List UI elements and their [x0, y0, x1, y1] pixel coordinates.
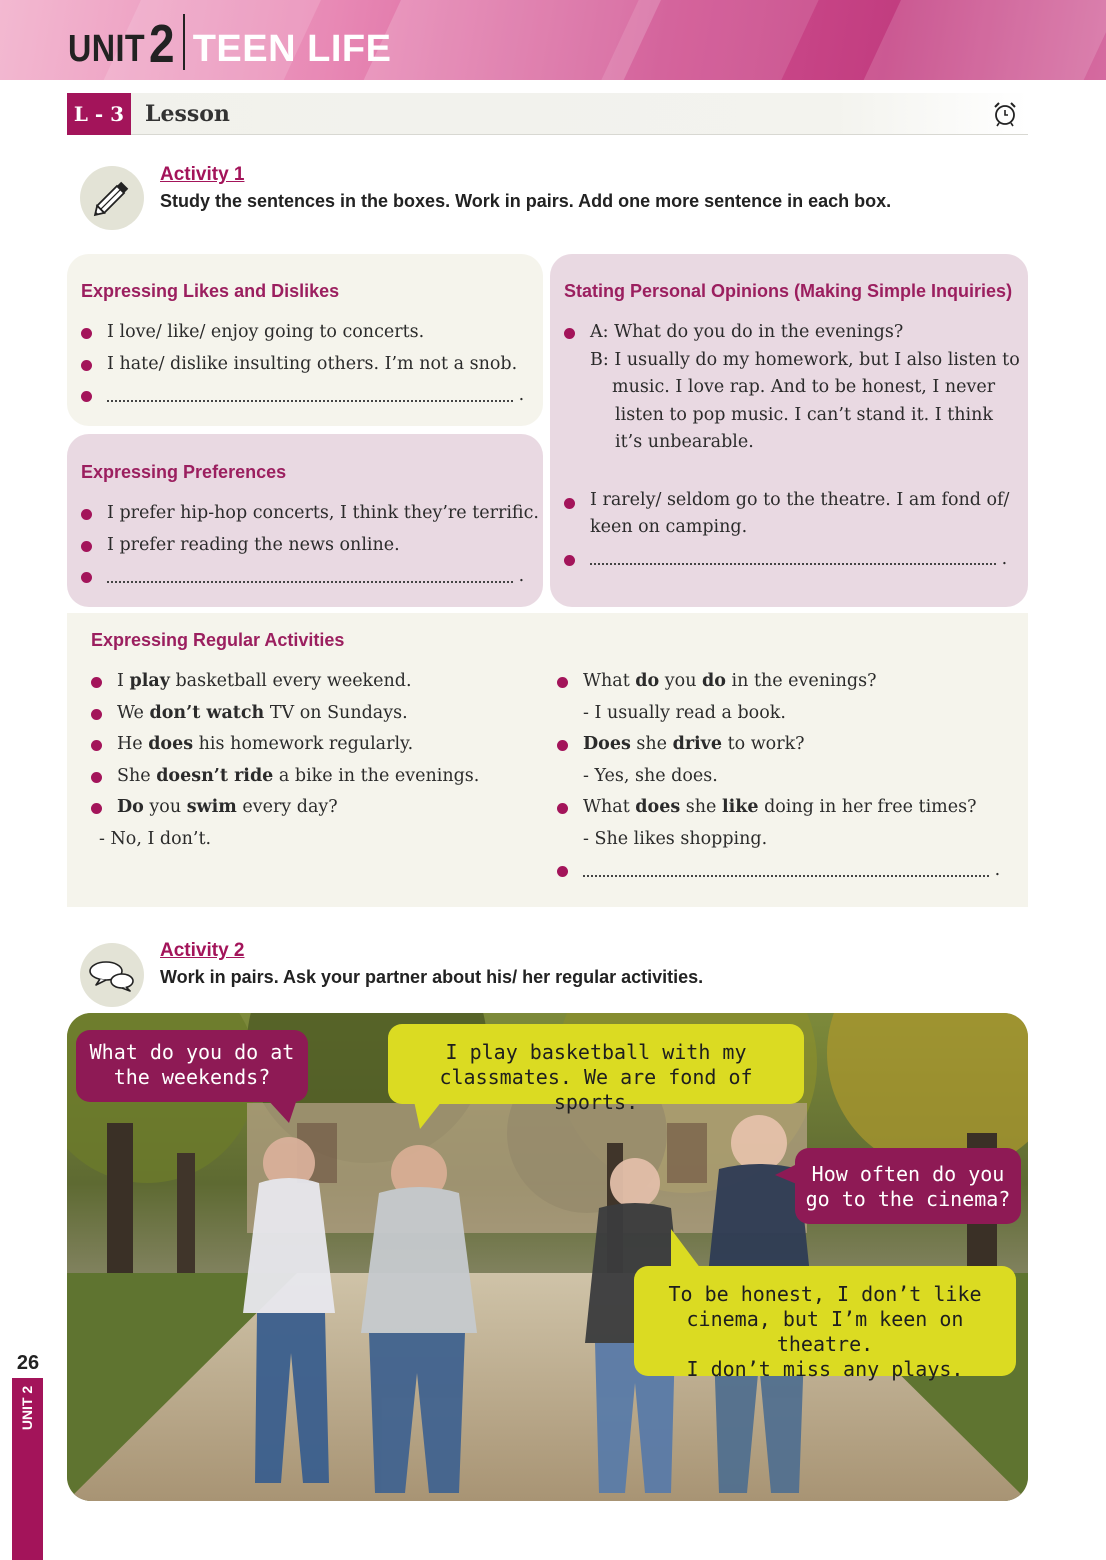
regular-left-list	[91, 666, 531, 855]
list-item: She doesn’t ride a bike in the evenings.	[91, 761, 531, 793]
bubble-tail	[414, 1101, 444, 1131]
speech-bubble-question-1	[76, 1030, 308, 1102]
bubble-line: classmates. We are fond of sports.	[439, 1065, 753, 1114]
side-tab	[12, 1378, 43, 1560]
unit-number: 2	[148, 14, 175, 74]
speaker-a-text: What do you do in the evenings?	[614, 322, 904, 342]
speaker-b-line: it’s unbearable.	[615, 432, 754, 452]
speaker-b-line: I usually do my homework, but I also listen to	[614, 349, 1020, 370]
answer-line: - I usually read a book.	[583, 702, 786, 723]
activity1-title: Activity 1	[160, 164, 245, 185]
alarm-clock-icon	[992, 101, 1018, 127]
list-item-blank: .	[564, 544, 1024, 576]
list-item: Do you swim every day?	[91, 792, 531, 824]
activity2-title: Activity 2	[160, 940, 245, 961]
unit-divider	[183, 14, 185, 70]
side-unit-label: UNIT 2	[19, 1385, 36, 1431]
bubble-tail	[665, 1229, 701, 1269]
unit-word: UNIT	[68, 28, 146, 70]
speech-bubble-question-2	[795, 1148, 1021, 1224]
page-number: 26	[16, 1352, 40, 1374]
speech-bubble-answer-2	[634, 1266, 1016, 1381]
list-item: We don’t watch TV on Sundays.	[91, 698, 531, 730]
answer-line: - No, I don’t.	[99, 828, 212, 849]
list-item: I prefer hip-hop concerts, I think they’re terrific.	[81, 498, 541, 530]
opinions-list	[564, 317, 1024, 575]
bubble-line: What do you do at	[89, 1040, 295, 1064]
list-item: What do you do in the evenings?	[557, 666, 1017, 698]
preferences-list	[81, 498, 541, 593]
list-item-blank: .	[557, 855, 1017, 887]
pencil-icon	[80, 166, 144, 230]
regular-right-list	[557, 666, 1017, 887]
answer-line: - Yes, she does.	[583, 765, 718, 786]
bubble-line: go to the cinema?	[805, 1187, 1011, 1211]
list-item-line: I rarely/ seldom go to the theatre. I am fond of/	[590, 489, 1010, 510]
speech-bubbles-icon	[80, 943, 144, 1007]
list-item: I prefer reading the news online.	[81, 530, 541, 562]
teens-photo	[67, 1013, 1028, 1501]
activity2-icon-circle	[80, 943, 144, 1007]
list-item: He does his homework regularly.	[91, 729, 531, 761]
list-item-line: keen on camping.	[590, 517, 748, 537]
speaker-b-line: listen to pop music. I can’t stand it. I think	[615, 404, 994, 425]
list-item: I love/ like/ enjoy going to concerts.	[81, 317, 531, 349]
likes-box	[67, 254, 543, 426]
speaker-b-label: B:	[590, 349, 609, 370]
list-item: What does she like doing in her free times?	[557, 792, 1017, 824]
opinions-box	[550, 254, 1028, 607]
regular-activities-box	[67, 613, 1028, 907]
likes-list	[81, 317, 531, 412]
bubble-tail	[775, 1163, 799, 1189]
unit-title	[68, 12, 391, 72]
bubble-line: the weekends?	[113, 1065, 271, 1089]
bubble-line: I don’t miss any plays.	[686, 1357, 964, 1381]
lesson-title: Lesson	[145, 101, 230, 127]
lesson-bar	[67, 93, 1028, 135]
bubble-line: cinema, but I’m keen on theatre.	[686, 1307, 964, 1356]
bubble-line: To be honest, I don’t like	[668, 1282, 982, 1306]
preferences-box	[67, 434, 543, 607]
likes-heading: Expressing Likes and Dislikes	[81, 281, 340, 301]
list-item-blank: .	[81, 380, 531, 412]
unit-banner	[0, 0, 1106, 80]
activity1-instruction: Study the sentences in the boxes. Work in pairs. Add one more sentence in each box.	[160, 191, 892, 211]
list-item: I play basketball every weekend.	[91, 666, 531, 698]
regular-heading: Expressing Regular Activities	[91, 630, 345, 650]
list-item-blank: .	[81, 561, 541, 593]
list-item: I hate/ dislike insulting others. I’m not a snob.	[81, 349, 531, 381]
bubble-tail	[267, 1099, 297, 1125]
activity1-icon-circle	[80, 166, 144, 230]
dialogue-item	[564, 317, 1024, 457]
list-item	[564, 487, 1024, 542]
speech-bubble-answer-1	[388, 1024, 804, 1114]
unit-name: TEEN LIFE	[192, 28, 392, 70]
bubble-line: I play basketball with my	[445, 1040, 747, 1064]
bubble-line: How often do you	[811, 1162, 1005, 1186]
activity2-instruction: Work in pairs. Ask your partner about his/ her regular activities.	[160, 967, 704, 987]
answer-line: - She likes shopping.	[583, 828, 768, 849]
list-item: Does she drive to work?	[557, 729, 1017, 761]
opinions-heading: Stating Personal Opinions (Making Simple Inquiries)	[564, 281, 1013, 301]
speaker-b-line: music. I love rap. And to be honest, I never	[612, 377, 996, 397]
speaker-a-label: A:	[590, 322, 609, 342]
lesson-code: L - 3	[67, 93, 131, 135]
preferences-heading: Expressing Preferences	[81, 462, 287, 482]
